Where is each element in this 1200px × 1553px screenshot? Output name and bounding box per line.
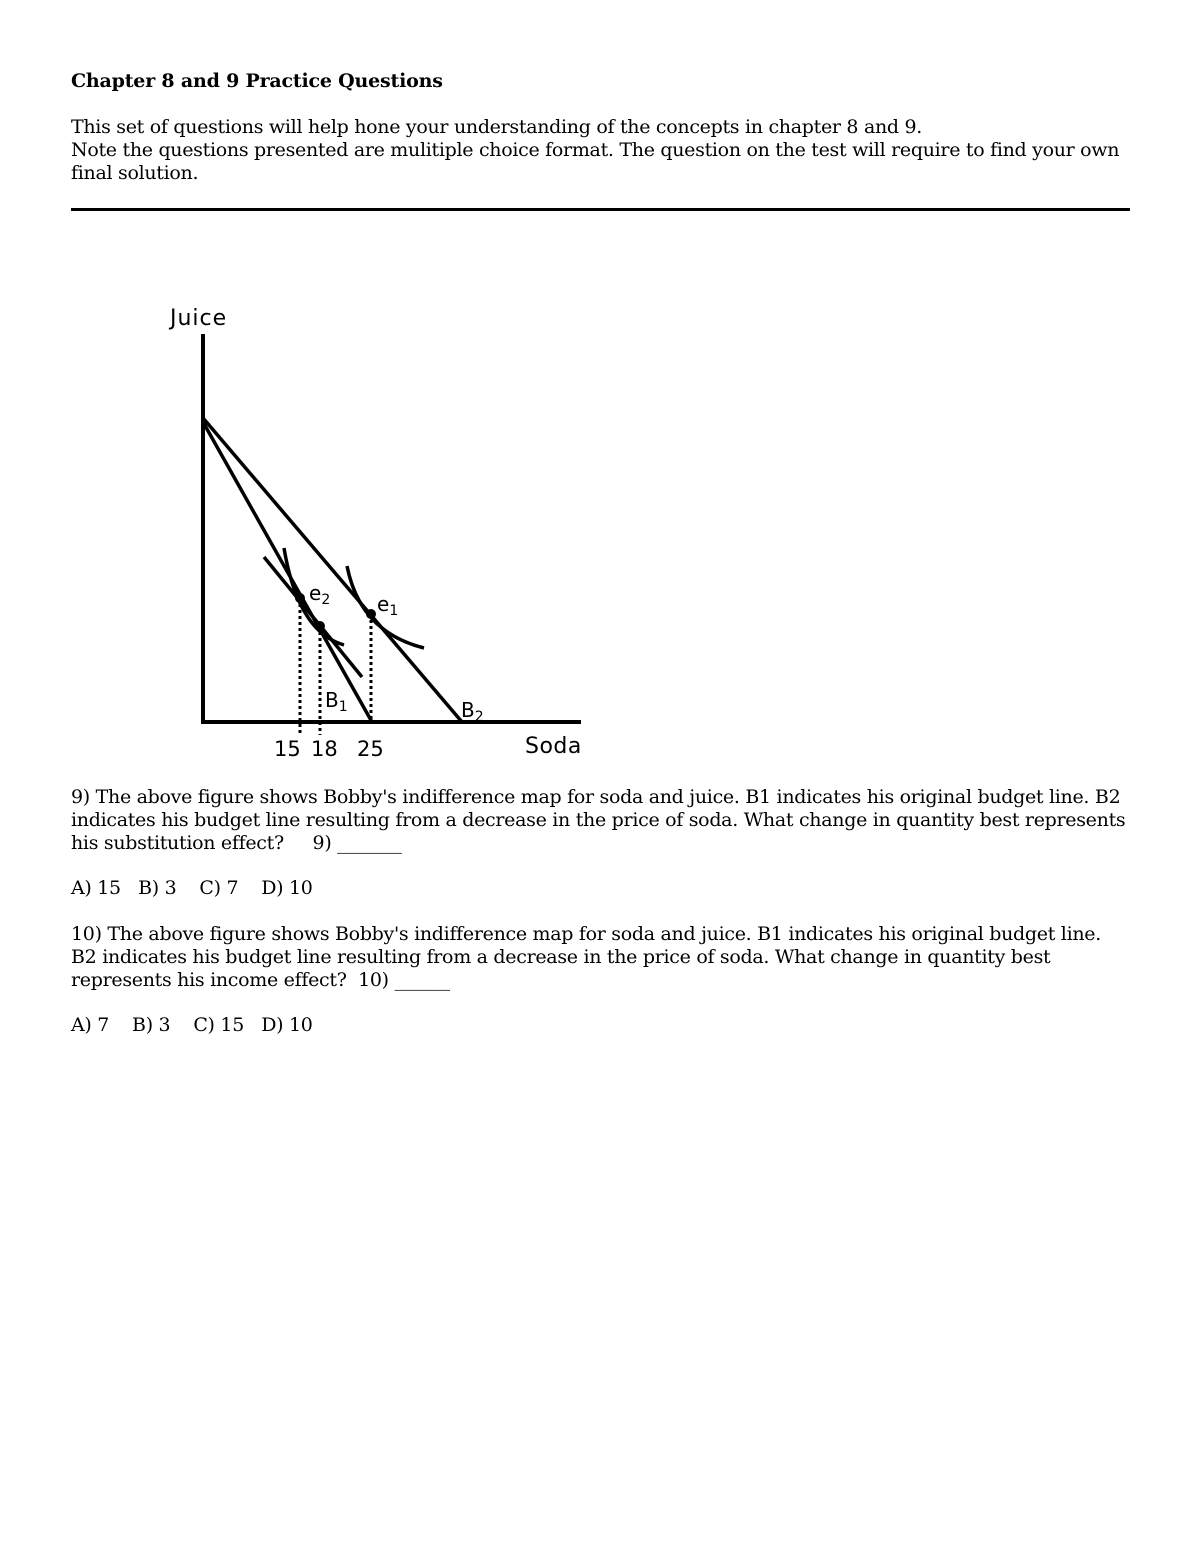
- horizontal-divider: [71, 208, 1130, 211]
- intro-text: [71, 116, 1131, 185]
- q9-choice-a: A) 15: [71, 877, 121, 899]
- x-tick-15: 15: [274, 737, 301, 761]
- label-e1: $e_1$: [377, 592, 399, 619]
- q10-choice-a: A) 7: [71, 1014, 110, 1036]
- x-axis-label: Soda: [525, 734, 582, 759]
- q10-choice-d: D) 10: [261, 1014, 313, 1036]
- page-title: Chapter 8 and 9 Practice Questions: [71, 70, 443, 92]
- point-e2: [295, 593, 305, 603]
- point-e1: [366, 609, 376, 619]
- budget-line-b2: [203, 418, 462, 722]
- question-9: [71, 786, 1131, 855]
- question-10-answer-blank: 10) ______: [358, 969, 450, 991]
- question-9-text: 9) The above figure shows Bobby's indifference map for soda and juice. B1 indicates his original budget line. B2 indicates his budget line resulting from a decrease in the price of soda. What change in quantity best represents his substitution effect?: [71, 786, 1126, 854]
- question-10: [71, 923, 1131, 992]
- indifference-map-figure: [150, 290, 610, 770]
- question-10-text: 10) The above figure shows Bobby's indifference map for soda and juice. B1 indicates his original budget line. B2 indicates his budget line resulting from a decrease in the price of soda. What change in quantity best represents his income effect?: [71, 923, 1101, 991]
- q10-choice-b: B) 3: [132, 1014, 171, 1036]
- question-9-choices: [71, 877, 313, 899]
- intro-line-1: This set of questions will help hone your understanding of the concepts in chapter 8 and 9.: [71, 116, 923, 138]
- label-b2: $B_2$: [461, 698, 484, 725]
- question-9-answer-blank: 9) _______: [312, 832, 402, 854]
- q9-choice-c: C) 7: [199, 877, 239, 899]
- x-tick-18: 18: [311, 737, 338, 761]
- x-tick-25: 25: [357, 737, 384, 761]
- indifference-map-svg: [150, 290, 610, 770]
- y-axis-label: Juice: [170, 306, 228, 331]
- q9-choice-d: D) 10: [261, 877, 313, 899]
- q9-choice-b: B) 3: [138, 877, 177, 899]
- intro-line-2: Note the questions presented are mulitiple choice format. The question on the test will require to find your own final solution.: [71, 139, 1120, 184]
- question-10-choices: [71, 1014, 313, 1036]
- label-e2: $e_2$: [309, 581, 331, 608]
- q10-choice-c: C) 15: [193, 1014, 244, 1036]
- point-compensated: [315, 621, 325, 631]
- label-b1: $B_1$: [325, 688, 348, 715]
